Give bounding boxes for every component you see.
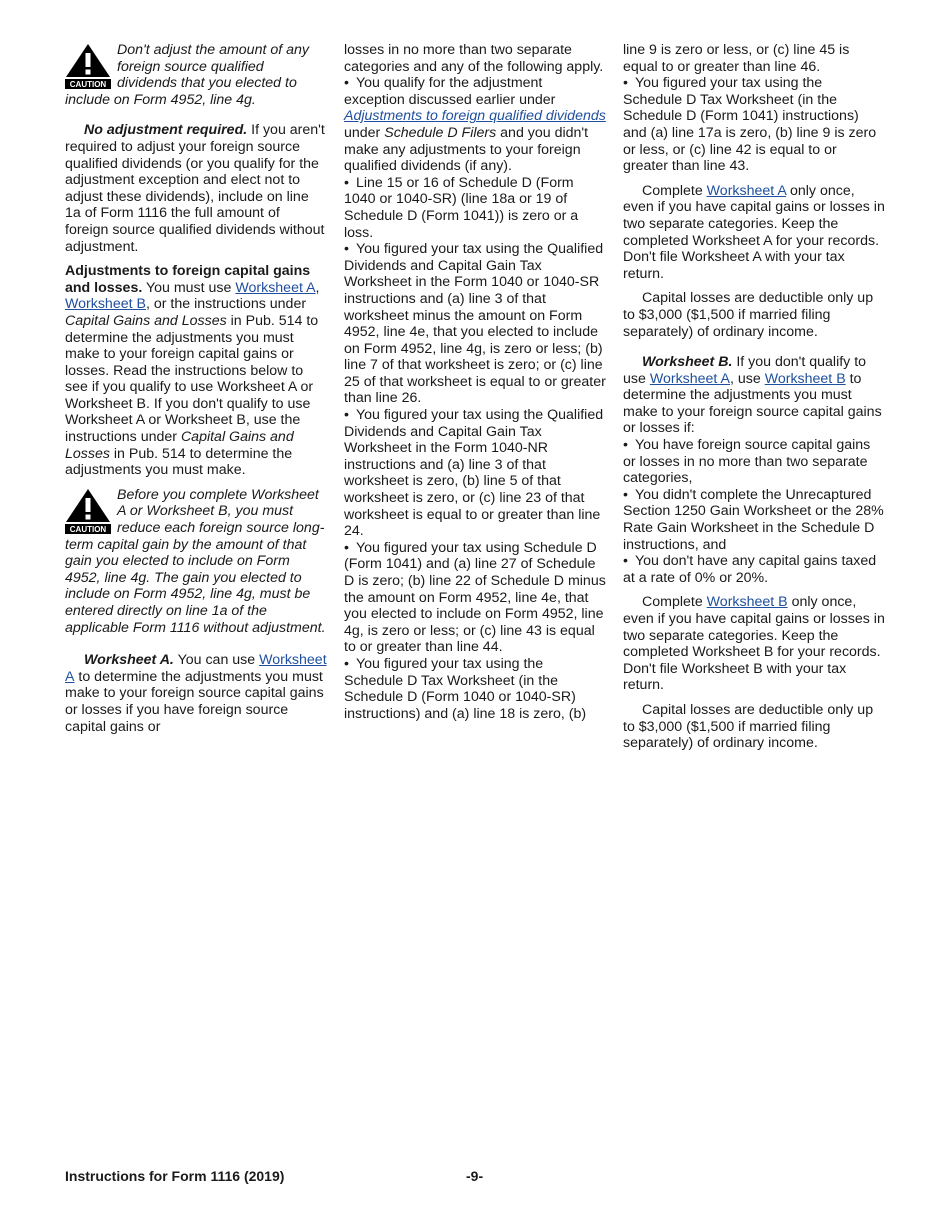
column-3 (623, 42, 885, 752)
caution-icon (65, 488, 111, 534)
worksheet-b-paragraph: Worksheet B. If you don't qualify to use Worksheet A, use Worksheet B to determine the adjustments you must make to your foreign source capital gains or losses if: (623, 354, 882, 437)
caution-icon (65, 43, 111, 89)
adjustments-foreign-dividends-link[interactable]: Adjustments to foreign qualified dividends (344, 108, 606, 125)
svg-text:CAUTION: CAUTION (69, 525, 107, 534)
caution-text-1: Don't adjust the amount of any foreign source qualified dividends that you elected to (117, 42, 309, 92)
complete-worksheet-b-paragraph: Complete Worksheet B only once, even if you have capital gains or losses in two separate categories. Keep the completed Worksheet B for your records. Don't file Worksheet B with your tax return. (623, 594, 885, 694)
capital-losses-paragraph: Capital losses are deductible only up to $3,000 ($1,500 if married filing separately) of ordinary income. (623, 290, 874, 340)
caution-text-2-tail: long-term capital gain by the amount of that gain you elected to include on Form 4952, line 4g. The gain you elected to include on Form 4952, line 4g, must be entered directly on line 1a of the applicable Form 1116 without adjustment. (65, 520, 326, 636)
list-item: • You figured your tax using the Qualified Dividends and Capital Gain Tax Worksheet in the Form 1040 or 1040-SR instructions and (a) line 3 of that worksheet minus the amount on Form 4952, line 4e, that you elected to include on Form 4952, line 4g, is zero or less; (b) line 7 of that worksheet is zero; or (c) line 25 of that worksheet is equal to or greater than line 26. (344, 241, 606, 407)
caution-note-2 (65, 487, 327, 636)
complete-worksheet-a-paragraph: Complete Worksheet A only once, even if you have capital gains or losses in two separate categories. Keep the completed Worksheet A for your records. Don't file Worksheet A with your tax return. (623, 182, 885, 282)
list-item: • You didn't complete the Unrecaptured Section 1250 Gain Worksheet or the 28% Rate Gain Worksheet in the Schedule D instructions, and (623, 487, 885, 553)
worksheet-a-link[interactable]: Worksheet A (235, 279, 316, 296)
column-2 (344, 42, 606, 722)
worksheet-a-continued: losses in no more than two separate categories and any of the following apply. (344, 42, 604, 75)
column-1 (65, 42, 327, 735)
list-item: • You qualify for the adjustment exception discussed earlier under Adjustments to foreign qualified dividends under Schedule D Filers and you didn't make any adjustments to your foreign qualified dividends (if any). (344, 75, 606, 175)
list-item: • Line 15 or 16 of Schedule D (Form 1040 or 1040-SR) (line 18a or 19 of Schedule D (Form 1041)) is zero or a loss. (344, 175, 606, 241)
caution-text-2: Before you complete Worksheet A or Worksheet B, you must reduce each foreign source (117, 486, 319, 537)
adjust-capital-gains-paragraph: Adjustments to foreign capital gains and losses. You must use Worksheet A, Worksheet B, or the instructions under Capital Gains and Losses in Pub. 514 to determine the adjustments you must make to your foreign capital gains or losses. Read the instructions below to see if you qualify to use Worksheet A or Worksheet B. If you don't qualify to use Worksheet A or Worksheet B, use the instructions under Capital Gains and Losses in Pub. 514 to determine the adjustments you must make. (65, 263, 320, 479)
worksheet-a-link[interactable]: Worksheet A (706, 182, 787, 199)
worksheet-b-link[interactable]: Worksheet B (764, 370, 846, 387)
capital-losses-paragraph: Capital losses are deductible only up to $3,000 ($1,500 if married filing separately) of ordinary income. (623, 701, 874, 752)
list-item: • You figured your tax using the Schedule D Tax Worksheet (in the Schedule D (Form 1040 or 1040-SR) instructions) and (a) line 18 is zero, (b) (344, 656, 606, 722)
worksheet-a-link[interactable]: Worksheet A (649, 370, 730, 387)
list-item-continued: line 9 is zero or less, or (c) line 45 is equal to or greater than line 46. (623, 42, 850, 75)
worksheet-b-link[interactable]: Worksheet B (65, 296, 146, 313)
list-item: • You have foreign source capital gains or losses in no more than two separate categories, (623, 437, 885, 487)
caution-text-1-tail: include on Form 4952, line 4g. (65, 91, 256, 108)
worksheet-b-link[interactable]: Worksheet B (706, 594, 788, 611)
worksheet-a-paragraph: Worksheet A. You can use Worksheet A to determine the adjustments you must make to your foreign source capital gains or losses if you have foreign source capital gains or (65, 652, 327, 735)
svg-text:CAUTION: CAUTION (69, 80, 107, 89)
no-adjustment-paragraph: No adjustment required. If you aren't required to adjust your foreign source qualified dividends (or you qualify for the adjustment exception and elect not to adjust these dividends), include on line 1a of Form 1116 the full amount of foreign source qualified dividends without adjustment. (65, 122, 325, 255)
list-item: • You don't have any capital gains taxed at a rate of 0% or 20%. (623, 553, 885, 586)
list-item: • You figured your tax using the Qualified Dividends and Capital Gain Tax Worksheet in the Form 1040-NR instructions and (a) line 3 of that worksheet is zero, (b) line 5 of that worksheet is zero, or (c) line 23 of that worksheet is equal to or greater than line 24. (344, 407, 606, 540)
page-number: -9- (466, 1168, 484, 1184)
worksheet-a-link[interactable]: Worksheet A (65, 652, 327, 685)
list-item: • You figured your tax using the Schedule D Tax Worksheet (in the Schedule D (Form 1041) instructions) and (a) line 17a is zero, (b) line 9 is zero or less, or (c) line 42 is equal to or greater than line 43. (623, 75, 885, 175)
caution-note-1 (65, 42, 327, 108)
footer-form-title: Instructions for Form 1116 (2019) (65, 1168, 285, 1184)
list-item: • You figured your tax using Schedule D (Form 1041) and (a) line 27 of Schedule D is zero; (b) line 22 of Schedule D minus the amount on Form 4952, line 4e, that you elected to include on Form 4952, line 4g, is zero or less; or (c) line 43 is equal to or greater than line 44. (344, 540, 606, 656)
